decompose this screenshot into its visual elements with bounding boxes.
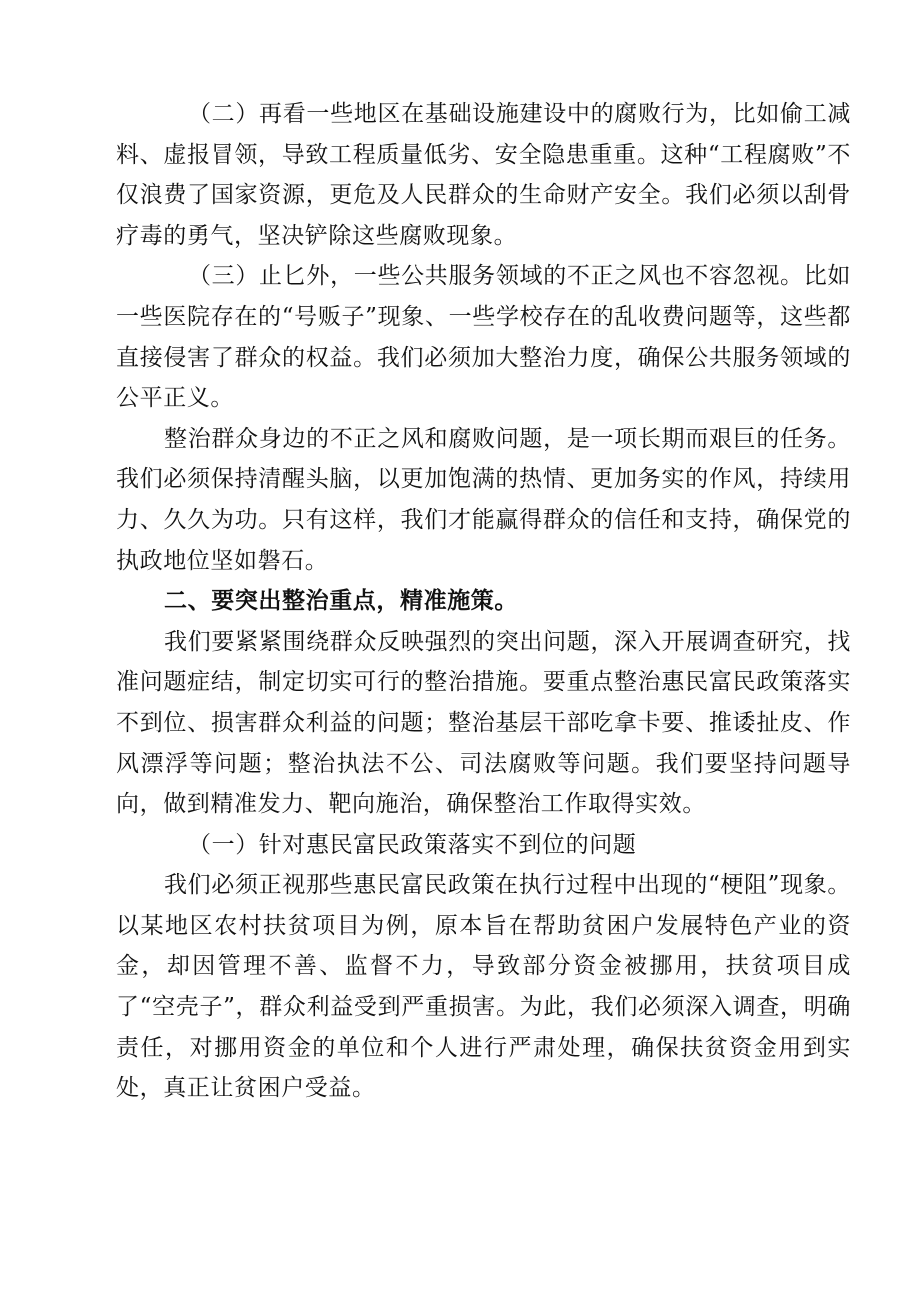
paragraph-long-term-task: 整治群众身边的不正之风和腐败问题，是一项长期而艰巨的任务。我们必须保持清醒头脑，以更加饱满的热情、更加务实的作风，持续用力、久久为功。只有这样，我们才能赢得群众的信任和支持，确保党的执政地位坚如磐石。 <box>116 425 851 574</box>
subheading-policy-implementation: （一）针对惠民富民政策落实不到位的问题 <box>188 831 637 858</box>
paragraph-infrastructure-corruption: （二）再看一些地区在基础设施建设中的腐败行为，比如偷工减料、虚报冒领，导致工程质量低劣、安全隐患重重。这种“工程腐败”不仅浪费了国家资源，更危及人民群众的生命财产安全。我们必须以刮骨疗毒的勇气，坚决铲除这些腐败现象。 <box>116 101 851 249</box>
paragraph-poverty-funds: 我们必须正视那些惠民富民政策在执行过程中出现的“梗阻”现象。以某地区农村扶贫项目为例，原本旨在帮助贫困户发展特色产业的资金，却因管理不善、监督不力，导致部分资金被挪用，扶贫项目成了“空壳子”，群众利益受到严重损害。为此，我们必须深入调查，明确责任，对挪用资金的单位和个人进行严肃处理，确保扶贫资金用到实处，真正让贫困户受益。 <box>116 872 851 1102</box>
document-body <box>116 94 851 1109</box>
paragraph-public-service: （三）止匕外，一些公共服务领域的不正之风也不容忽视。比如一些医院存在的“号贩子”现象、一些学校存在的乱收费问题等，这些都直接侵害了群众的权益。我们必须加大整治力度，确保公共服务领域的公平正义。 <box>116 263 851 412</box>
section-heading: 二、要突出整治重点，精准施策。 <box>164 587 518 615</box>
paragraph-key-issues: 我们要紧紧围绕群众反映强烈的突出问题，深入开展调查研究，找准问题症结，制定切实可行的整治措施。要重点整治惠民富民政策落实不到位、损害群众利益的问题；整治基层干部吃拿卡要、推诿扯皮、作风漂浮等问题；整治执法不公、司法腐败等问题。我们要坚持问题导向，做到精准发力、靶向施治，确保整治工作取得实效。 <box>116 628 851 818</box>
